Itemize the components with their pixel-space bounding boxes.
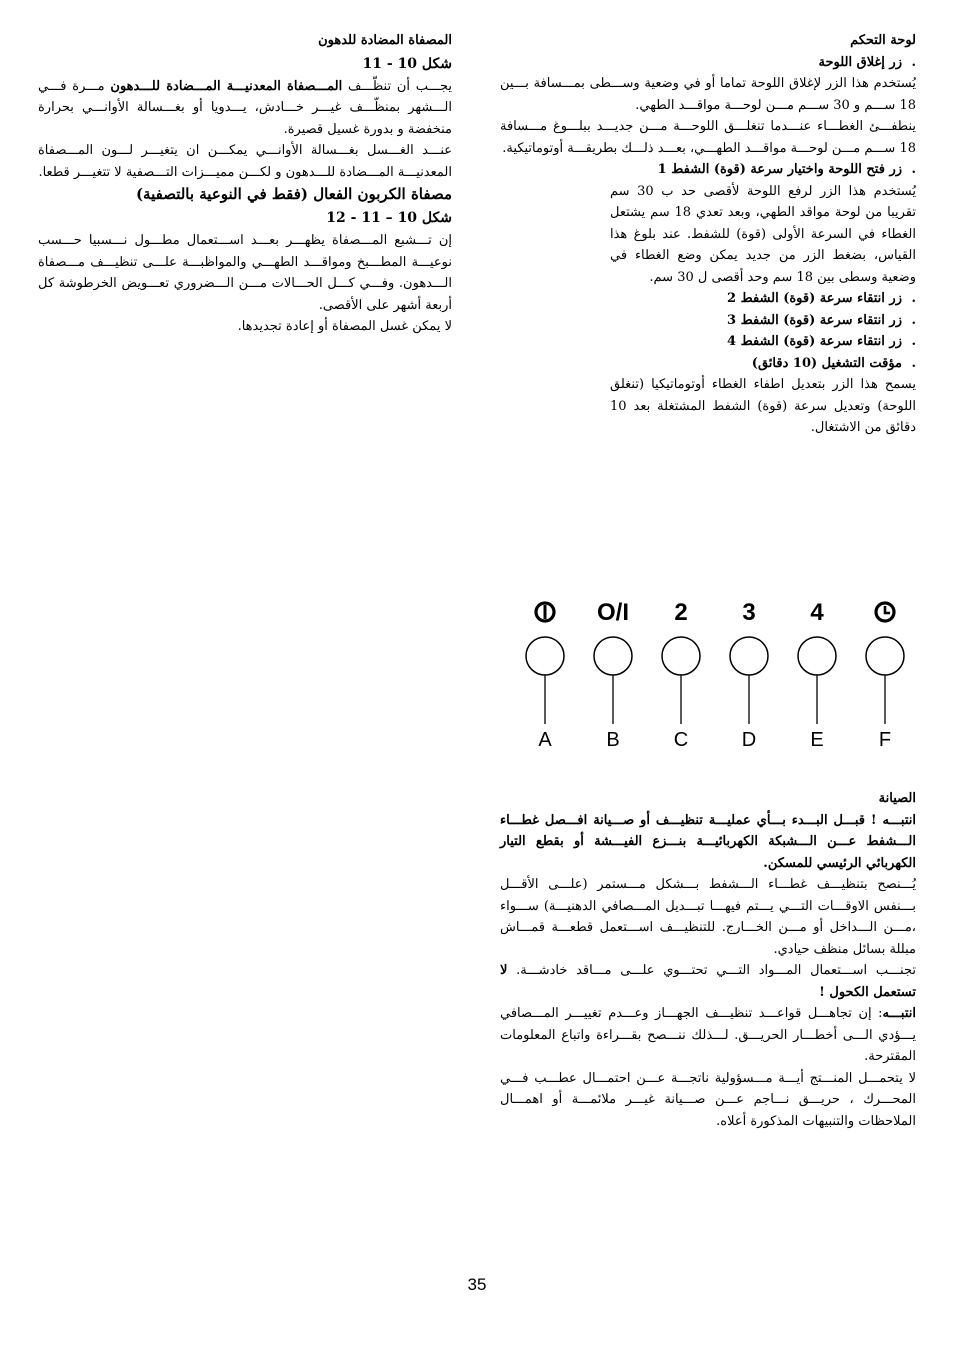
- item4-title: . زر انتقاء سرعة (قوة) الشفط 3: [500, 310, 916, 332]
- grease-filter-title: المصفاة المضادة للدهون: [318, 33, 452, 48]
- button-c-symbol: 2: [674, 599, 688, 626]
- control-panel-title: لوحة التحكم: [850, 33, 916, 48]
- control-panel-section: [500, 30, 916, 439]
- p3-rest: : إن تجاهـــل قواعـــد تنظيـــف الجهـــاز وعـــدم تغييـــر المـــصافي يـــؤدي الـــى أخطـــار الحريـــق. لـــذلك ننـــصح بقـــراءة واتباع المعلومات المقترحة.: [500, 1006, 916, 1064]
- button-d-circle: [730, 637, 768, 675]
- figure-ref-1: شكل 10 - 11: [362, 55, 452, 72]
- p1-bold: المـــصفاة المعدنيـــة المـــضادة للـــدهون: [110, 78, 343, 94]
- item6-paragraph: يسمح هذا الزر بتعديل اطفاء الغطاء أوتوماتيكيا (تنغلق اللوحة) وتعديل سرعة (قوة) الشفط المشتغلة بعد 10 دقائق من الاشتغال.: [610, 377, 916, 435]
- item1-paragraph-2: ينطفـــئ الغطـــاء عنـــدما تنغلـــق اللوحـــة مـــن جديـــد ببلـــوغ مـــسافة 18 ســـم مـــن لوحـــة مواقـــد الطهـــي، بعـــد ذلـــك بطريقـــة أوتوماتيكية.: [500, 119, 916, 156]
- button-d-label: D: [741, 729, 757, 751]
- item5-title: . زر انتقاء سرعة (قوة) الشفط 4: [500, 331, 916, 353]
- button-a-label: A: [538, 729, 552, 751]
- button-f: [866, 603, 904, 751]
- button-e-circle: [798, 637, 836, 675]
- button-b-circle: [594, 637, 632, 675]
- maintenance-warning: انتبـــه ! قبـــل البـــدء بـــأي عمليـــة تنظيـــف أو صـــيانة افـــصل غطـــاء الـــشفط عـــن الـــشبكة الكهربائيـــة بنـــزع الفيـــشة أو بقطع التيار الكهربائي الرئيسي للمسكن.: [500, 812, 916, 871]
- p2-start: تجنـــب اســـتعمال المـــواد التـــي تحتـــوي علـــى مـــاقد خادشـــة.: [507, 963, 916, 978]
- button-b-symbol: O/I: [596, 599, 630, 626]
- button-a: [526, 603, 564, 751]
- p1-start: يجـــب أن تنظّـــف: [342, 78, 452, 94]
- p3-bold: انتبـــه: [882, 1006, 916, 1021]
- item2-title: . زر فتح اللوحة واختيار سرعة (قوة) الشفط 1: [500, 159, 916, 181]
- item1-title: . زر إغلاق اللوحة: [500, 52, 916, 74]
- button-d-symbol: 3: [742, 599, 756, 626]
- maintenance-paragraph-4: لا يتحمـــل المنـــتج أيـــة مـــسؤولية ناتجـــة عـــن احتمـــال عطـــب فـــي المحـــرك ، حريـــق نـــاجم عـــن صـــيانة غيـــر ملائمـــة أو اهمـــال الملاحظات والتنبيهات المذكورة أعلاه.: [500, 1070, 916, 1129]
- button-f-circle: [866, 637, 904, 675]
- p2-bold: لا تستعمل الكحول !: [500, 963, 916, 1000]
- button-c: [662, 599, 700, 751]
- standby-icon: [536, 603, 554, 621]
- item3-title: . زر انتقاء سرعة (قوة) الشفط 2: [500, 288, 916, 310]
- carbon-filter-title: مصفاة الكربون الفعال (فقط في النوعية بالتصفية): [135, 185, 452, 203]
- button-d: [730, 599, 768, 751]
- item6-title: . مؤقت التشغيل (10 دقائق): [500, 353, 916, 375]
- maintenance-paragraph-1: يُـــنصح بتنظيـــف غطـــاء الـــشفط بـــشكل مـــستمر (علـــى الأقـــل بـــنفس الاوقـــات التـــي يـــتم فيهـــا تبـــديل المـــصافي الدهنيـــة) ســـواء ،مـــن الـــداخل أو مـــن الخـــارج. للتنظيـــف اســـتعمل قطعـــة قمـــاش مبللة بسائل منظف حيادي.: [500, 877, 916, 957]
- item1-paragraph-1: يُستخدم هذا الزر لإغلاق اللوحة تماما أو في وضعية وســـطى بمـــسافة بـــين 18 ســـم و 30 ســـم مـــن لوحـــة مواقـــد الطهي.: [500, 76, 916, 113]
- maintenance-title: الصيانة: [878, 791, 916, 806]
- control-panel-figure: [515, 588, 915, 758]
- item2-paragraph: يُستخدم هذا الزر لرفع اللوحة لأقصى حد ب 30 سم تقريبا من لوحة مواقد الطهي، وبعد تعدي 18 سم يشتعل الغطاء في السرعة الأولى (قوة) للشفط. عند بلوغ هذا القياس، بضغط الزر من جديد يمكن وضع الغطاء في وضعية وسطى بين 18 سم وحد أقصى ل 30 سم.: [610, 183, 916, 285]
- carbon-filter-paragraph-1: إن تـــشبع المـــصفاة يظهـــر بعـــد اســـتعمال مطـــول نـــسبيا حـــسب نوعيـــة المطـــبخ ومواقـــد الطهـــي والمواظبـــة علـــى تنظيـــف مـــصفاة الـــدهون. وفـــي كـــل الحـــالات مـــن الـــضروري تعـــويض الخرطوشة كل أربعة أشهر على الأقصى.: [38, 233, 452, 313]
- p1-end: مـــرة فـــي الـــشهر بمنظّـــف غيـــر خـــادش، يـــدويا أو بغـــسالة الأوانـــي بحرارة منخفضة و بدورة غسيل قصيرة.: [38, 78, 452, 137]
- grease-filter-paragraph-2: عنـــد الغـــسل بغـــسالة الأوانـــي يمكـــن ان يتغيـــر لـــون المـــصفاة المعدنيـــة المـــضادة للـــدهون و لكـــن مميـــزات التـــصفية لا تتغيـــر قطعا.: [38, 143, 452, 180]
- grease-filter-section: [38, 30, 452, 338]
- button-b-label: B: [606, 729, 620, 751]
- page-number: 35: [467, 1275, 487, 1294]
- button-f-label: F: [878, 729, 892, 751]
- button-a-circle: [526, 637, 564, 675]
- grease-filter-paragraph-1: [38, 76, 452, 141]
- button-e-symbol: 4: [810, 599, 824, 626]
- carbon-filter-paragraph-2: لا يمكن غسل المصفاة أو إعادة تجديدها.: [237, 319, 452, 334]
- button-e: [798, 599, 836, 751]
- maintenance-section: [500, 788, 916, 1132]
- maintenance-paragraph-2: [500, 960, 916, 1003]
- maintenance-paragraph-3: [500, 1003, 916, 1068]
- button-c-circle: [662, 637, 700, 675]
- timer-icon: [876, 603, 894, 621]
- button-b: [594, 599, 632, 751]
- button-c-label: C: [673, 729, 689, 751]
- figure-ref-2: شكل 10 – 11 - 12: [326, 210, 452, 226]
- button-e-label: E: [810, 729, 824, 751]
